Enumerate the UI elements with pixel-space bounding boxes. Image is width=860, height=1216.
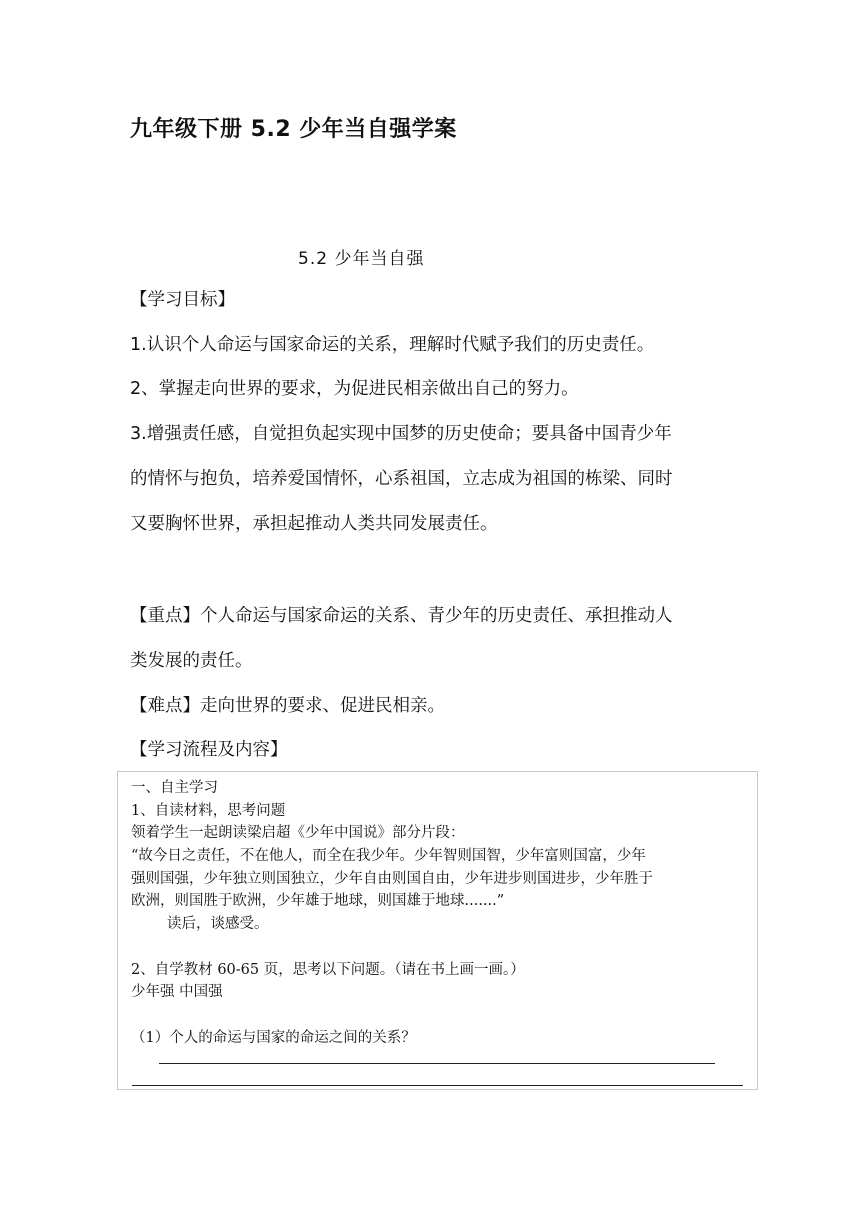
- objective-line: 的情怀与抱负，培养爱国情怀，心系祖国，立志成为祖国的栋梁、同时: [130, 469, 673, 489]
- box-line: 少年强 中国强: [131, 984, 223, 1000]
- box-line: 2、自学教材 60-65 页，思考以下问题。（请在书上画一画。）: [131, 962, 525, 978]
- answer-blank-line[interactable]: [159, 1063, 715, 1064]
- box-line: 强则国强，少年独立则国独立，少年自由则国自由，少年进步则国进步，少年胜于: [131, 871, 653, 887]
- box-line: 欧洲，则国胜于欧洲，少年雄于地球，则国雄于地球.......”: [131, 893, 505, 909]
- box-line: “故今日之责任，不在他人，而全在我少年。少年智则国智，少年富则国富，少年: [131, 848, 646, 864]
- objective-line: 1.认识个人命运与国家命运的关系，理解时代赋予我们的历史责任。: [130, 335, 655, 355]
- self-study-box: [117, 771, 758, 1090]
- answer-blank-line[interactable]: [132, 1085, 743, 1086]
- document-title: 九年级下册 5.2 少年当自强学案: [130, 117, 457, 142]
- section-title: 5.2 少年当自强: [298, 249, 425, 269]
- objective-line: 2、掌握走向世界的要求，为促进民相亲做出自己的努力。: [130, 379, 579, 399]
- key-points-line: 类发展的责任。: [130, 651, 253, 671]
- objective-line: 又要胸怀世界，承担起推动人类共同发展责任。: [130, 514, 498, 534]
- box-line: 一、自主学习: [131, 780, 218, 796]
- box-line: 1、自读材料，思考问题: [131, 803, 286, 819]
- box-line: 读后，谈感受。: [167, 916, 269, 932]
- difficult-points: 【难点】走向世界的要求、促进民相亲。: [130, 696, 445, 716]
- process-heading: 【学习流程及内容】: [130, 740, 288, 760]
- box-line: 领着学生一起朗读梁启超《少年中国说》部分片段：: [131, 825, 465, 841]
- objectives-heading: 【学习目标】: [130, 290, 235, 310]
- box-line: （1）个人的命运与国家的命运之间的关系？: [131, 1030, 416, 1046]
- key-points-line: 【重点】个人命运与国家命运的关系、青少年的历史责任、承担推动人: [130, 606, 673, 626]
- objective-line: 3.增强责任感，自觉担负起实现中国梦的历史使命；要具备中国青少年: [130, 424, 672, 444]
